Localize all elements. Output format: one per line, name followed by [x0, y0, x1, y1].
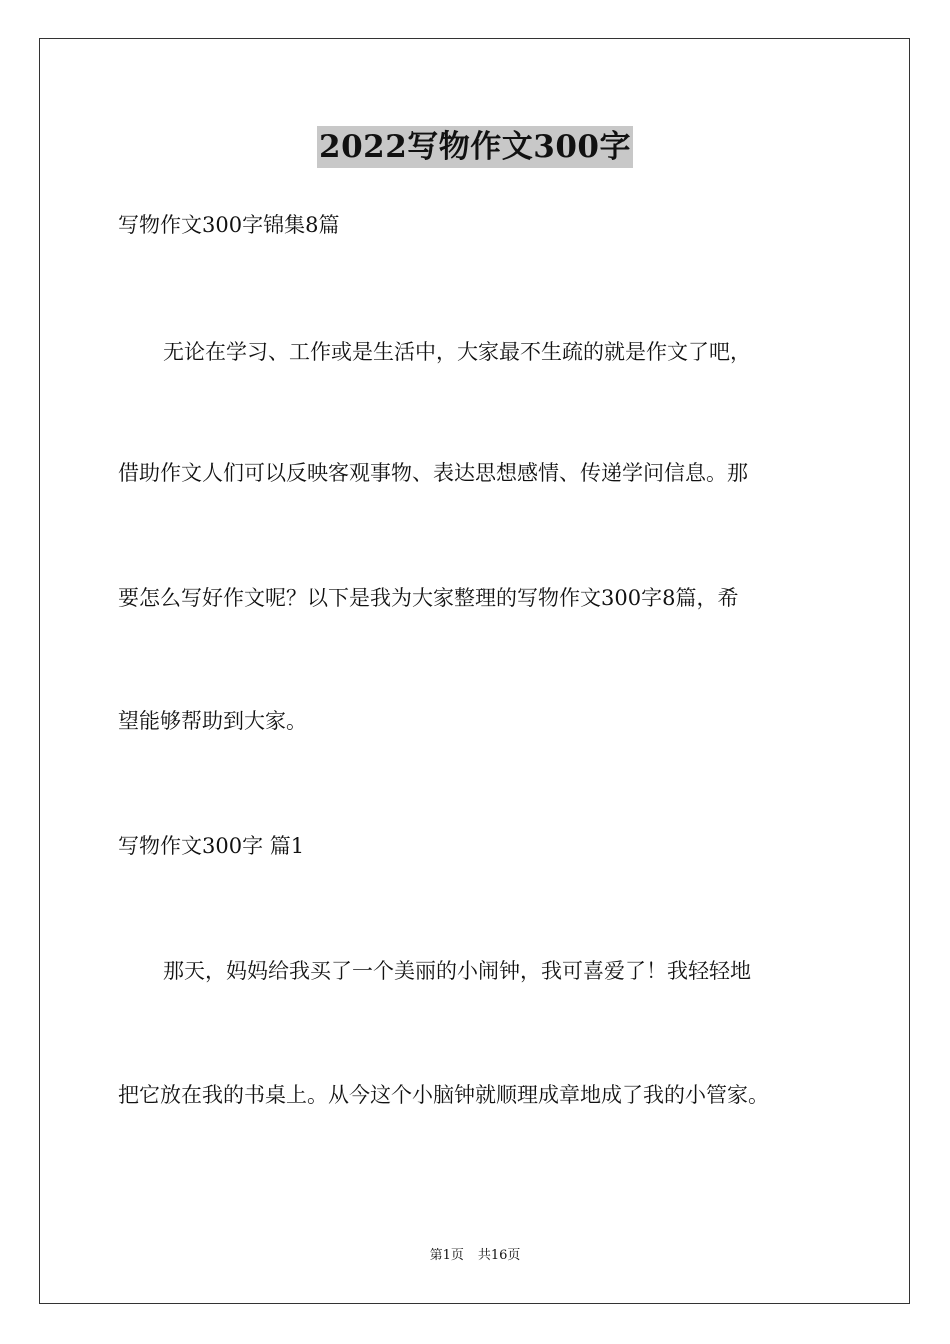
section-heading: 写物作文300字 篇1	[118, 834, 305, 858]
intro-line-2: 借助作文人们可以反映客观事物、表达思想感情、传递学问信息。那	[118, 461, 748, 485]
document-subtitle: 写物作文300字锦集8篇	[118, 213, 340, 237]
title-container	[0, 126, 950, 168]
document-title: 2022写物作文300字	[317, 126, 633, 168]
page-total: 共16页	[477, 1248, 521, 1263]
intro-line-1: 无论在学习、工作或是生活中，大家最不生疏的就是作文了吧，	[163, 340, 751, 364]
page-number: 第1页	[429, 1248, 464, 1263]
section-line-1: 那天，妈妈给我买了一个美丽的小闹钟，我可喜爱了！我轻轻地	[163, 959, 751, 983]
page-footer	[0, 1247, 950, 1265]
intro-line-4: 望能够帮助到大家。	[118, 709, 307, 733]
intro-line-3: 要怎么写好作文呢？以下是我为大家整理的写物作文300字8篇，希	[118, 586, 739, 610]
section-line-2: 把它放在我的书桌上。从今这个小脑钟就顺理成章地成了我的小管家。	[118, 1083, 769, 1107]
